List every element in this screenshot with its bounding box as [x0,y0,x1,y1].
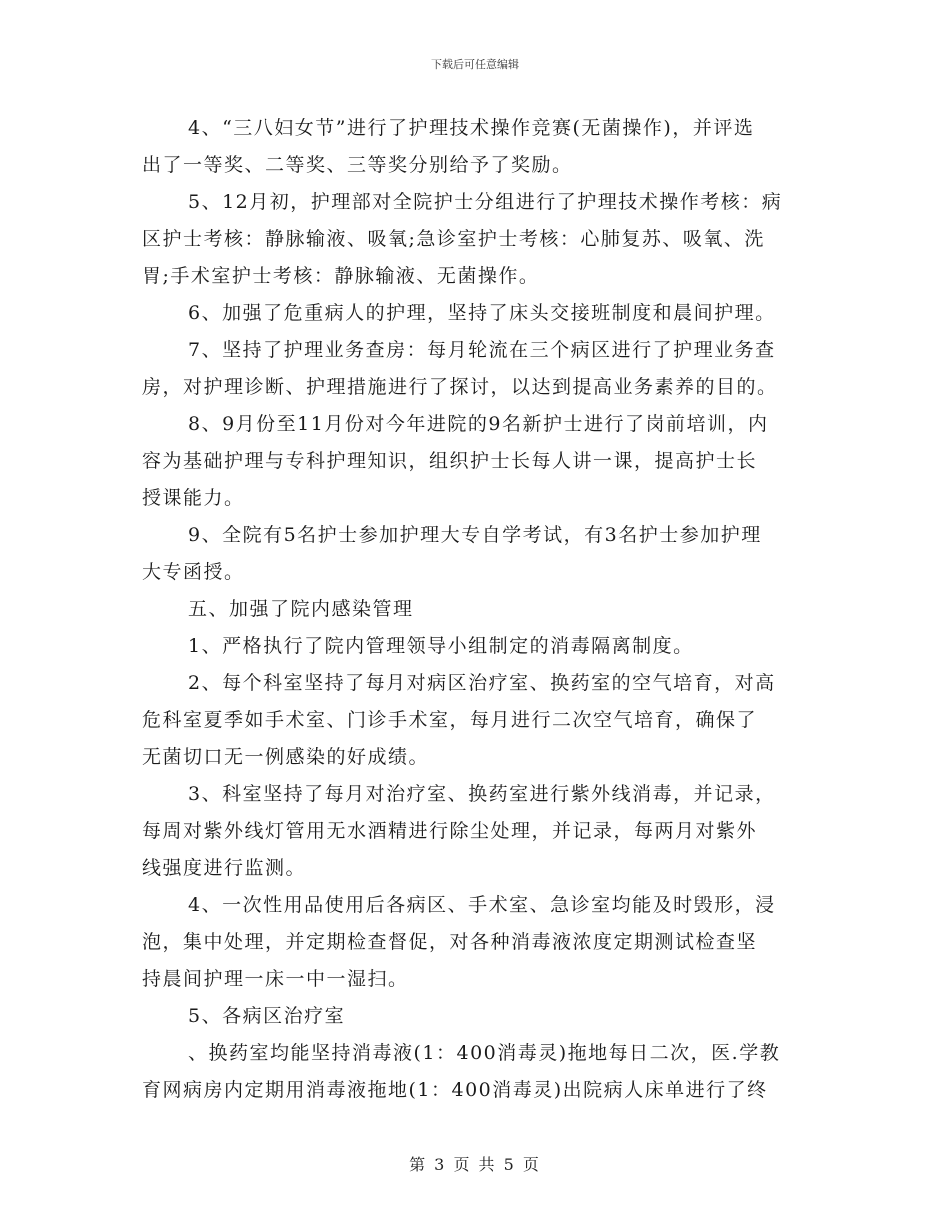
text-line: 5、各病区治疗室 [188,1005,346,1027]
section-heading: 五、加强了院内感染管理 [188,598,414,620]
text-line: 育网病房内定期用消毒液拖地(1：400消毒灵)出院病人床单进行了终 [142,1079,768,1101]
text-line: 8、9月份至11月份对今年进院的9名新护士进行了岗前培训，内 [188,413,769,435]
text-line: 线强度进行监测。 [142,857,307,879]
text-line: 5、12月初，护理部对全院护士分组进行了护理技术操作考核：病 [188,191,783,213]
text-line: 3、科室坚持了每月对治疗室、换药室进行紫外线消毒，并记录， [188,783,776,805]
page-number-footer: 第 3 页 共 5 页 [409,1155,541,1174]
text-line: 持晨间护理一床一中一湿扫。 [142,968,409,990]
text-line: 泡，集中处理，并定期检查督促，对各种消毒液浓度定期测试检查坚 [142,931,758,953]
text-line: 危科室夏季如手术室、门诊手术室，每月进行二次空气培育，确保了 [142,709,758,731]
text-line: 容为基础护理与专科护理知识，组织护士长每人讲一课，提高护士长 [142,450,758,472]
text-line: 4、“三八妇女节”进行了护理技术操作竞赛(无菌操作)，并评选 [188,117,755,139]
text-line: 2、每个科室坚持了每月对病区治疗室、换药室的空气培育，对高 [188,672,776,694]
document-body [142,110,812,1109]
text-line: 授课能力。 [142,487,245,509]
page-header: 下载后可任意编辑 [431,58,519,71]
text-line: 无菌切口无一例感染的好成绩。 [142,746,430,768]
text-line: 大专函授。 [142,561,245,583]
text-line: 1、严格执行了院内管理领导小组制定的消毒隔离制度。 [188,635,694,657]
text-line: 胃;手术室护士考核：静脉输液、无菌操作。 [142,265,540,287]
text-line: 房，对护理诊断、护理措施进行了探讨，以达到提高业务素养的目的。 [142,376,778,398]
text-line: 6、加强了危重病人的护理，坚持了床头交接班制度和晨间护理。 [188,302,776,324]
text-line: 9、全院有5名护士参加护理大专自学考试，有3名护士参加护理 [188,524,762,546]
text-line: 7、坚持了护理业务查房：每月轮流在三个病区进行了护理业务查 [188,339,776,361]
text-line: 每周对紫外线灯管用无水酒精进行除尘处理，并记录，每两月对紫外 [142,820,758,842]
text-line: 4、一次性用品使用后各病区、手术室、急诊室均能及时毁形，浸 [188,894,776,916]
text-line: 、换药室均能坚持消毒液(1：400消毒灵)拖地每日二次，医.学教 [188,1042,781,1064]
text-line: 出了一等奖、二等奖、三等奖分别给予了奖励。 [142,154,573,176]
text-line: 区护士考核：静脉输液、吸氧;急诊室护士考核：心肺复苏、吸氧、洗 [142,228,765,250]
